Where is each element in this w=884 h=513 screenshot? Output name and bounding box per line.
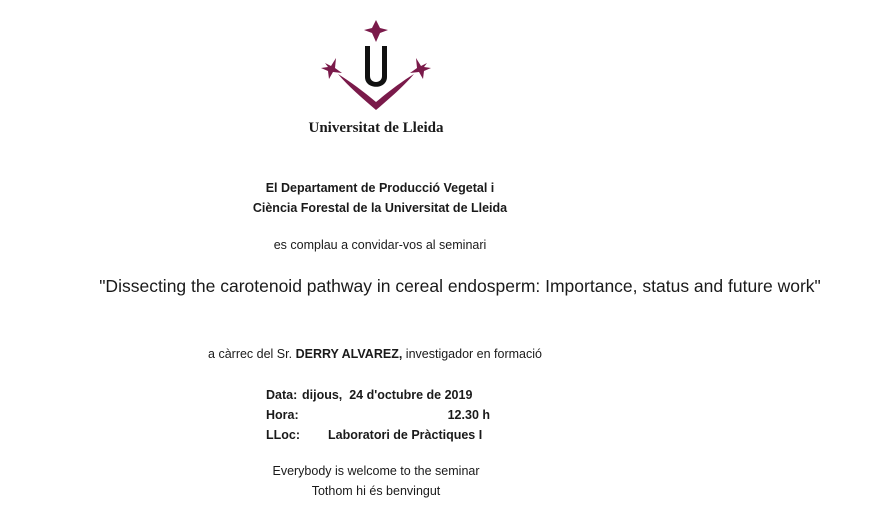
university-logo bbox=[318, 14, 434, 120]
university-emblem bbox=[318, 14, 434, 120]
date-text: 24 d'octubre de 2019 bbox=[349, 388, 473, 402]
date-label: Data: bbox=[266, 388, 298, 402]
welcome-catalan: Tothom hi és benvingut bbox=[311, 484, 441, 498]
welcome-english: Everybody is welcome to the seminar bbox=[272, 464, 480, 478]
place-value: Laboratori de Pràctiques I bbox=[328, 428, 483, 442]
speaker-role: investigador en formació bbox=[402, 347, 542, 361]
speaker-name: DERRY ALVAREZ, bbox=[295, 347, 403, 361]
time-label: Hora: bbox=[266, 408, 299, 422]
date-value bbox=[302, 388, 472, 402]
invitation-text: es complau a convidar-vos al seminari bbox=[273, 238, 487, 252]
department-line-1: El Departament de Producció Vegetal i bbox=[265, 181, 495, 195]
university-name: Universitat de Lleida bbox=[308, 120, 444, 136]
date-day: dijous, bbox=[302, 388, 343, 402]
seminar-title: "Dissecting the carotenoid pathway in cereal endosperm: Importance, status and future work" bbox=[99, 276, 821, 296]
time-value: 12.30 h bbox=[447, 408, 490, 422]
department-line-2: Ciència Forestal de la Universitat de Lleida bbox=[252, 201, 508, 215]
place-label: LLoc: bbox=[266, 428, 301, 442]
speaker-prefix: a càrrec del Sr. bbox=[208, 347, 296, 361]
speaker-line bbox=[160, 347, 590, 361]
